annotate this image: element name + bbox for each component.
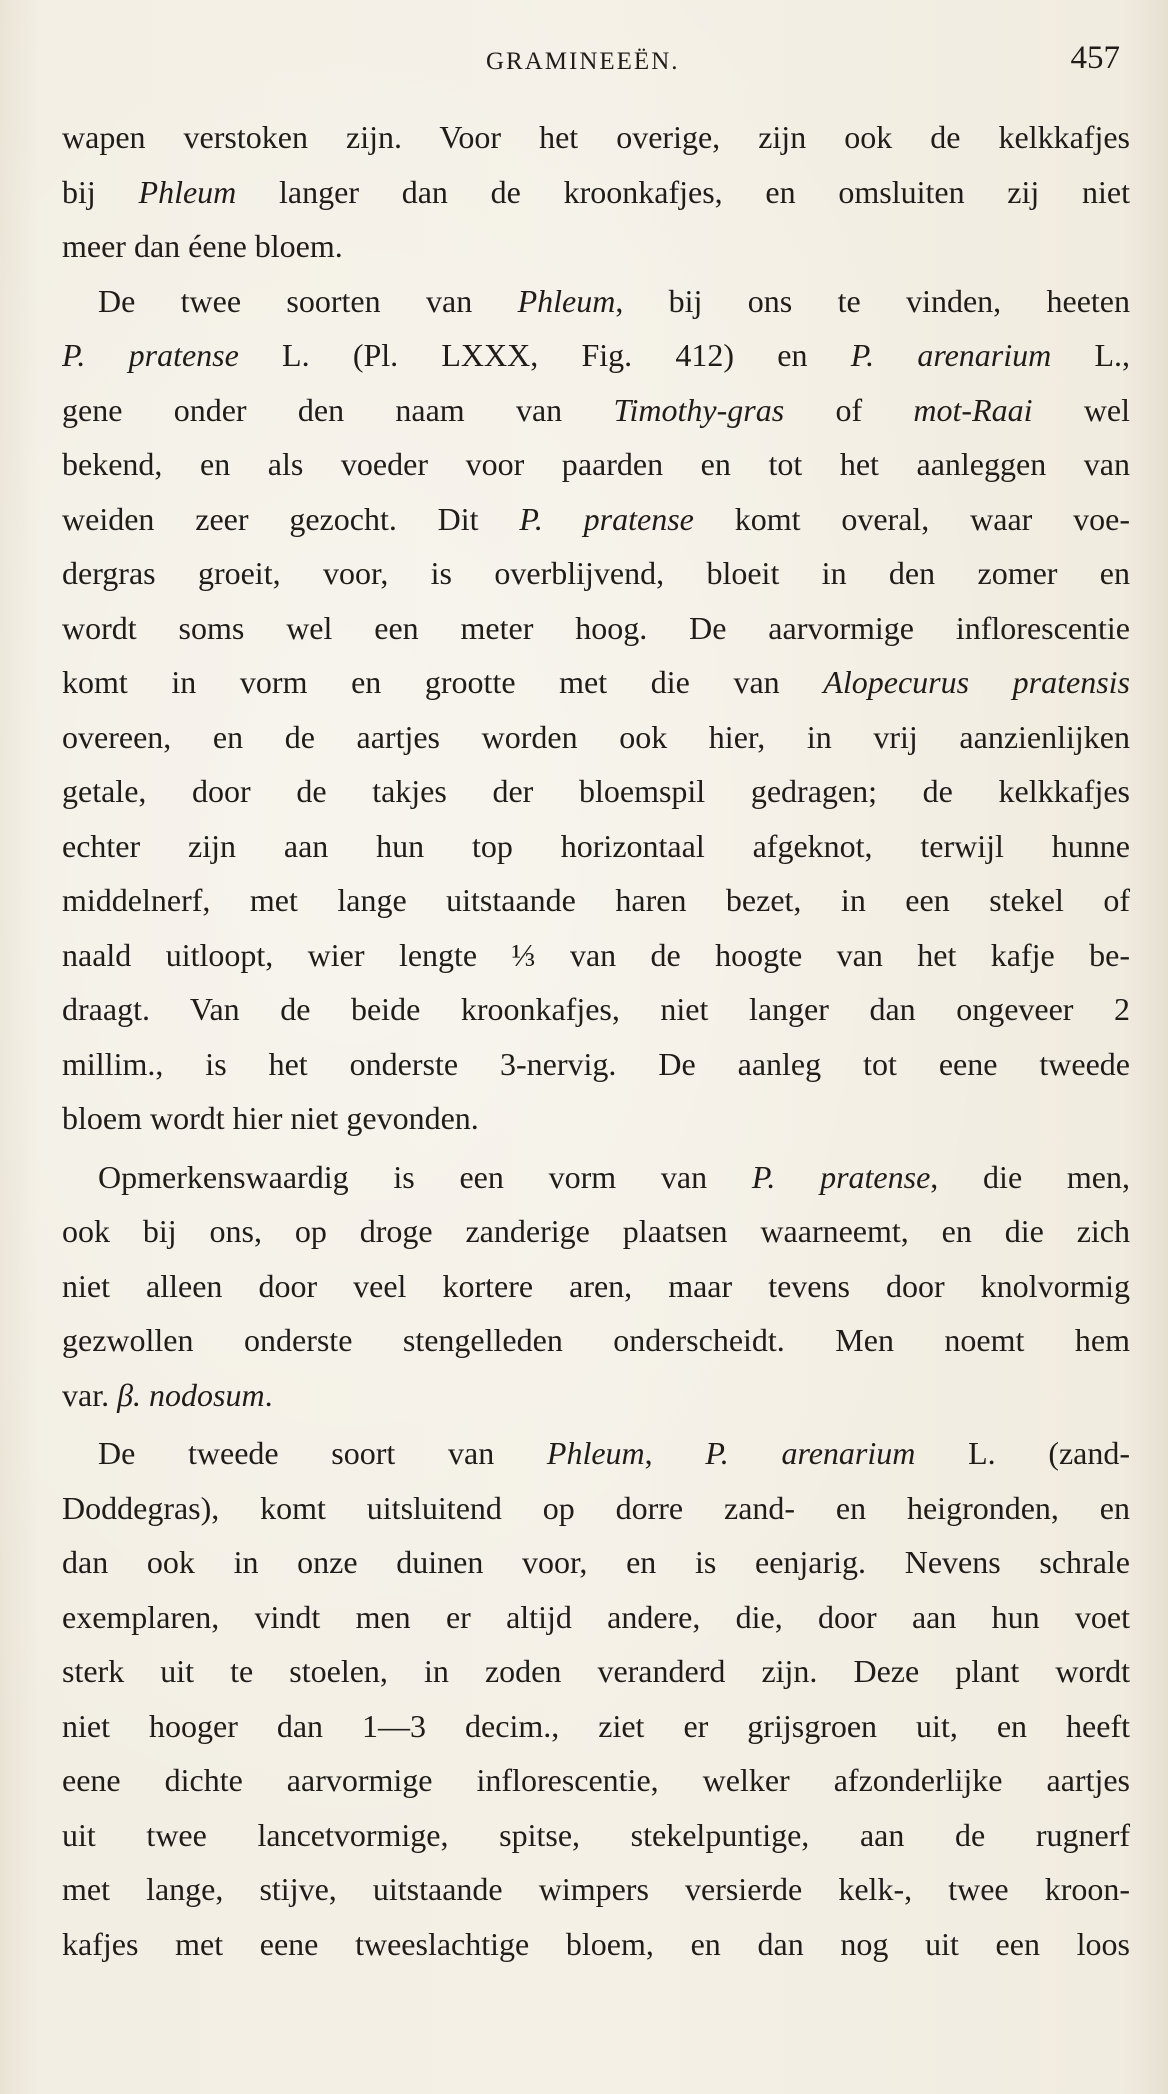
- page-header: [62, 40, 1130, 84]
- text-line: De twee soorten van Phleum, bij ons te vinden, heeten: [98, 282, 1130, 319]
- text-line: komt in vorm en grootte met die van Alopecurus pratensis: [62, 664, 1130, 700]
- body-text: [62, 110, 1130, 1971]
- text-line: echter zijn aan hun top horizontaal afgeknot, terwijl hunne: [62, 827, 1130, 864]
- text-line: sterk uit te stoelen, in zoden veranderd zijn. Deze plant wordt: [62, 1653, 1130, 1689]
- text-line: gene onder den naam van Timothy-gras of mot-Raai wel: [62, 391, 1130, 428]
- text-line: naald uitloopt, wier lengte ⅓ van de hoogte van het kafje be-: [62, 936, 1130, 973]
- text-line: uit twee lancetvormige, spitse, stekelpuntige, aan de rugnerf: [62, 1816, 1130, 1853]
- page-number: 457: [1070, 40, 1120, 76]
- text-line: De tweede soort van Phleum, P. arenarium L. (zand-: [98, 1435, 1130, 1471]
- text-line: Doddegras), komt uitsluitend op dorre zand- en heigronden, en: [62, 1489, 1130, 1526]
- text-line: var. β. nodosum.: [62, 1376, 273, 1413]
- text-line: kafjes met eene tweeslachtige bloem, en dan nog uit een loos: [62, 1925, 1130, 1962]
- text-line: bij Phleum langer dan de kroonkafjes, en omsluiten zij niet: [62, 173, 1130, 210]
- text-line: dan ook in onze duinen voor, en is eenjarig. Nevens schrale: [62, 1544, 1130, 1580]
- text-line: ook bij ons, op droge zanderige plaatsen waarneemt, en die zich: [62, 1213, 1130, 1249]
- text-line: draagt. Van de beide kroonkafjes, niet langer dan ongeveer 2: [62, 991, 1130, 1027]
- text-line: overeen, en de aartjes worden ook hier, in vrij aanzienlijken: [62, 718, 1130, 755]
- text-line: P. pratense L. (Pl. LXXX, Fig. 412) en P. arenarium L.,: [62, 337, 1130, 373]
- text-line: bloem wordt hier niet gevonden.: [62, 1100, 479, 1136]
- text-line: getale, door de takjes der bloemspil gedragen; de kelkkafjes: [62, 773, 1130, 809]
- text-line: exemplaren, vindt men er altijd andere, die, door aan hun voet: [62, 1598, 1130, 1635]
- text-line: niet alleen door veel kortere aren, maar tevens door knolvormig: [62, 1267, 1130, 1304]
- text-line: dergras groeit, voor, is overblijvend, bloeit in den zomer en: [62, 555, 1130, 591]
- text-line: middelnerf, met lange uitstaande haren bezet, in een stekel of: [62, 882, 1130, 918]
- text-line: met lange, stijve, uitstaande wimpers versierde kelk-, twee kroon-: [62, 1871, 1130, 1907]
- text-line: meer dan éene bloem.: [62, 228, 343, 264]
- text-line: weiden zeer gezocht. Dit P. pratense komt overal, waar voe-: [62, 500, 1130, 537]
- text-line: millim., is het onderste 3-nervig. De aanleg tot eene tweede: [62, 1045, 1130, 1082]
- text-line: niet hooger dan 1—3 decim., ziet er grijsgroen uit, en heeft: [62, 1707, 1130, 1744]
- text-line: gezwollen onderste stengelleden onderscheidt. Men noemt hem: [62, 1322, 1130, 1358]
- text-line: eene dichte aarvormige inflorescentie, welker afzonderlijke aartjes: [62, 1762, 1130, 1798]
- text-line: wapen verstoken zijn. Voor het overige, zijn ook de kelkkafjes: [62, 119, 1130, 155]
- text-line: Opmerkenswaardig is een vorm van P. pratense, die men,: [98, 1158, 1130, 1195]
- text-line: wordt soms wel een meter hoog. De aarvormige inflorescentie: [62, 609, 1130, 646]
- text-line: bekend, en als voeder voor paarden en tot het aanleggen van: [62, 446, 1130, 482]
- running-head: GRAMINEEËN.: [486, 48, 680, 75]
